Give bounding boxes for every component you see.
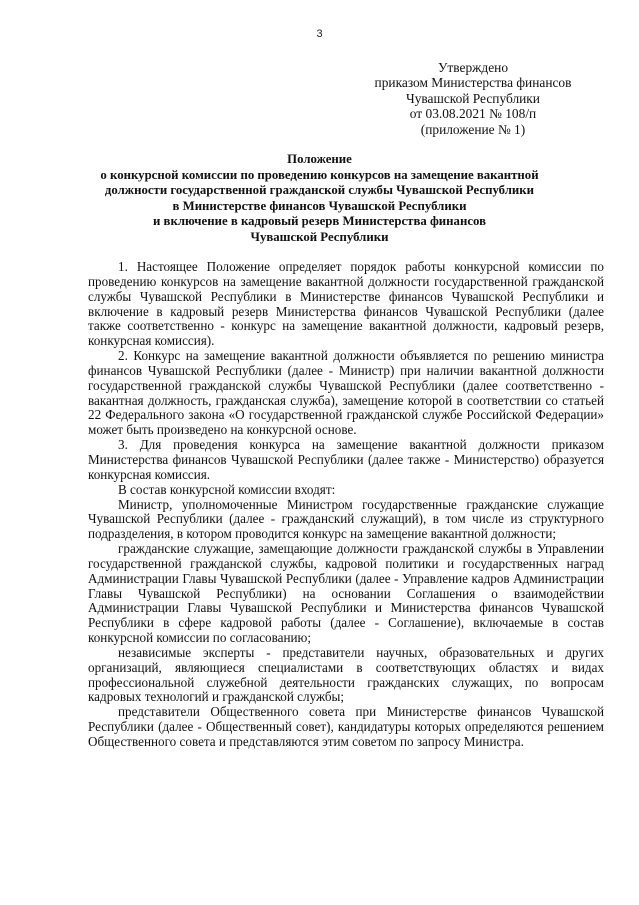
paragraph: гражданские служащие, замещающие должности гражданской службы в Управлении государственной гражданской службы, кадровой политики и государственных наград Администрации Главы Чувашской Республики (далее - Управление кадров Администрации Главы Чувашской Республики) на основании Соглашения о взаимодействии Администрации Главы Чувашской Республики и Министерства финансов Чувашской Республики в сфере кадровой работы (далее - Соглашение), включаемые в состав конкурсной комиссии по согласованию; bbox=[88, 541, 604, 646]
approval-stamp bbox=[338, 60, 608, 137]
paragraph: независимые эксперты - представители научных, образовательных и других организаций, являющиеся специалистами в соответствующих областях и видах профессиональной служебной деятельности гражданских служащих, по вопросам кадровых технологий и гражданской службы; bbox=[88, 644, 604, 705]
title-line: Положение bbox=[287, 152, 352, 166]
title-line: должности государственной гражданской службы Чувашской Республики bbox=[104, 183, 535, 198]
paragraph: Министр, уполномоченные Министром государственные гражданские служащие Чувашской Республики (далее - гражданский служащий), в том числе из структурного подразделения, в котором проводится конкурс на замещение вакантной должности; bbox=[88, 496, 604, 542]
paragraph: 3. Для проведения конкурса на замещение вакантной должности приказом Министерства финансов Чувашской Республики (далее также - Министерство) образуется конкурсная комиссия. bbox=[88, 437, 604, 482]
page-number: 3 bbox=[316, 28, 323, 40]
approval-line: (приложение № 1) bbox=[420, 121, 526, 137]
document-body bbox=[88, 260, 604, 750]
title-line: в Министерстве финансов Чувашской Республики bbox=[172, 198, 467, 213]
approval-line: от 03.08.2021 № 108/п bbox=[409, 106, 537, 122]
approval-line: приказом Министерства финансов bbox=[374, 75, 572, 91]
paragraph: 2. Конкурс на замещение вакантной должности объявляется по решению министра финансов Чувашской Республики (далее - Министр) при наличии вакантной должности государственной гражданской службы Чувашской Республики (далее соответственно - вакантная должность, гражданская служба), замещение которой в соответствии со статьей 22 Федерального закона «О государственной гражданской службе Российской Федерации» может быть произведено на конкурсной основе. bbox=[88, 348, 604, 438]
paragraph: представители Общественного совета при Министерстве финансов Чувашской Республики (далее - Общественный совет), кандидатуры которых определяются решением Общественного совета и представляются этим советом по запросу Министра. bbox=[88, 704, 604, 749]
title-line: Чувашской Республики bbox=[250, 229, 389, 244]
title-line: и включение в кадровый резерв Министерства финансов bbox=[152, 214, 486, 229]
paragraph: В состав конкурсной комиссии входят: bbox=[118, 481, 336, 497]
approval-line: Чувашской Республики bbox=[406, 90, 540, 106]
paragraph: 1. Настоящее Положение определяет порядок работы конкурсной комиссии по проведению конкурсов на замещение вакантной должности государственной гражданской службы Чувашской Республики в Министерстве финансов Чувашской Республики и включение в кадровый резерв Министерства финансов Чувашской Республики (далее также соответственно - конкурс на замещение вакантной должности, кадровый резерв, конкурсная комиссия). bbox=[88, 259, 604, 349]
title-line: о конкурсной комиссии по проведению конкурсов на замещение вакантной bbox=[100, 167, 539, 182]
document-title bbox=[40, 152, 599, 246]
approval-line: Утверждено bbox=[437, 60, 509, 75]
